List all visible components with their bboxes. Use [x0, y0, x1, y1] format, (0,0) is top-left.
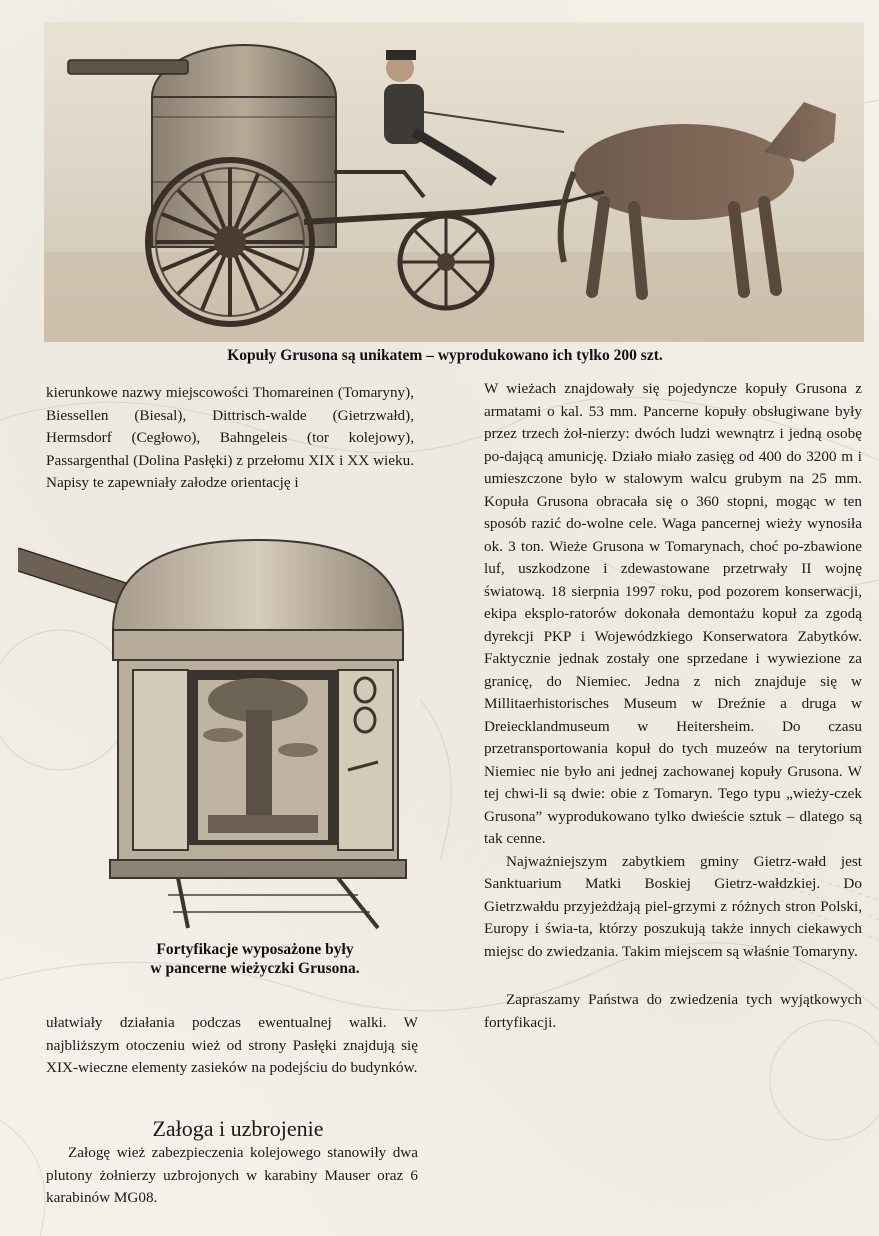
top-figure-caption: Kopuły Grusona są unikatem – wyprodukowano ich tylko 200 szt.	[227, 347, 663, 364]
right-paragraph-1: W wieżach znajdowały się pojedyncze kopuły Grusona z armatami o kal. 53 mm. Pancerne kopuły obsługiwane były przez trzech żoł-nierzy: dwóch ludzi wewnątrz i jedną osobę po-dającą amunicję. Działo miało zasięg od 400 do 3200 m i umieszczone było w stalowym walcu grubym na 25 mm. Kopuła Grusona obracała się o 360 stopni, mogąc w ten sposób razić do-wolne cele. Waga pancernej wieży wynosiła ok. 3 ton. Wieże Grusona w Tomarynach, choć po-zbawione luf, uszkodzone i zdewastowane przetrwały II wojnę światową. 18 sierpnia 1997 roku, pod pozorem konserwacji, ekipa eksplo-ratorów dokonała demontażu kopuł za zgodą dyrekcji PKP i Wojewódzkiego Konserwatora Zabytków. Faktycznie jednak zostały one sprzedane i wywiezione za granicę, do Niemiec. Jedna z nich znajduje się w Millitaerhistorisches Museum w Dreźnie a druga w Dreiecklandmuseum w Heitersheim. Do czasu przetransportowania kopuł do tych muzeów na terytorium Niemiec nie było ani jednej zachowanej kopuły Grusona. W tej chwi-li są dwie: obie z Tomaryn. Tego typu „wieży-czek Grusona” wyprodukowano tylko dwieście sztuk – dlatego są tak cenne.	[484, 380, 862, 847]
right-paragraph-3: Zapraszamy Państwa do zwiedzenia tych wyjątkowych fortyfikacji.	[484, 991, 862, 1031]
paragraph-spacer	[484, 963, 862, 989]
left-column-last	[46, 1142, 418, 1210]
left-paragraph-1: kierunkowe nazwy miejscowości Thomareinen (Tomaryny), Biessellen (Biesal), Dittrisch-walde (Gietrzwałd), Hermsdorf (Cegłowo), Bahngeleis (tor kolejowy), Passargenthal (Dolina Pasłęki) z przełomu XIX i XX wieku. Napisy te zapewniały załodze orientację i	[46, 384, 414, 491]
horse-drawn-turret-illustration	[44, 22, 864, 342]
left-column-upper	[46, 382, 414, 495]
right-paragraph-2: Najważniejszym zabytkiem gminy Gietrz-wałd jest Sanktuarium Matki Boskiej Gietrz-wałdzkiej. Do Gietrzwałdu przyjeżdżają piel-grzymi z różnych stron Polski, Europy i świa-ta, którzy poszukują także innych ciekawych miejsc do zwiedzania. Takim miejscem są właśnie Tomaryny.	[484, 852, 862, 960]
left-paragraph-3: Załogę wież zabezpieczenia kolejowego stanowiły dwa plutony żołnierzy uzbrojonych w karabiny Mauser oraz 6 karabinów MG08.	[46, 1144, 418, 1206]
right-column	[484, 378, 862, 1034]
turret-figure-caption	[90, 940, 420, 978]
section-heading: Załoga i uzbrojenie	[152, 1116, 324, 1141]
turret-caption-line-1: Fortyfikacje wyposażone były	[156, 941, 354, 958]
gruson-turret-cutaway-illustration	[18, 530, 418, 930]
left-paragraph-2: ułatwiały działania podczas ewentualnej walki. W najbliższym otoczeniu wież od strony Pasłęki znajdują się XIX-wieczne elementy zasieków na podejściu do budynków.	[46, 1014, 418, 1076]
left-column-lower	[46, 1012, 418, 1080]
turret-caption-line-2: w pancerne wieżyczki Grusona.	[150, 960, 360, 977]
